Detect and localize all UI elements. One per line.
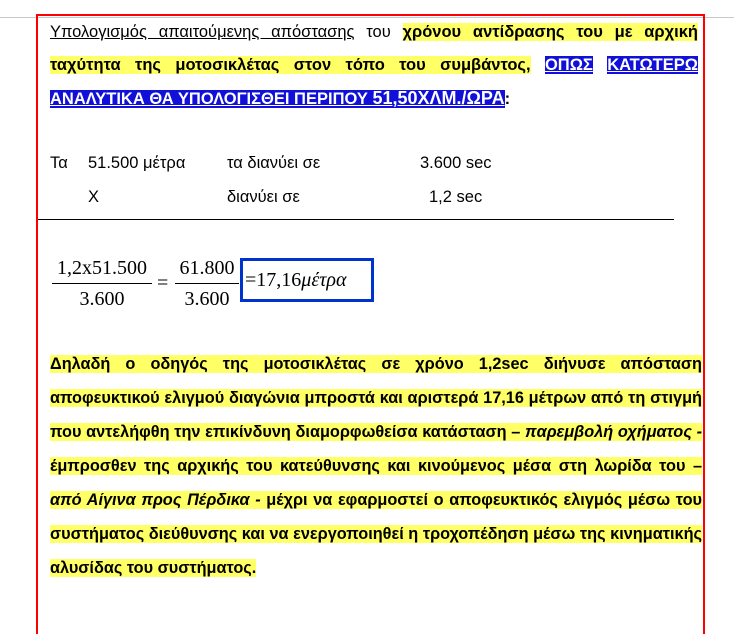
fraction-2	[175, 257, 239, 311]
result-unit: μέτρα	[301, 269, 347, 291]
fraction-2-bar	[175, 283, 239, 284]
heading-highlight-blue-1: ΟΠΩΣ	[544, 56, 593, 74]
fraction-1-denominator: 3.600	[79, 288, 125, 310]
fraction-1	[52, 257, 152, 311]
heading-underlined: Υπολογισμός απαιτούμενης απόστασης	[50, 23, 355, 41]
heading-colon: :	[504, 90, 511, 108]
formula-equals: =	[157, 272, 169, 294]
fraction-2-numerator: 61.800	[179, 257, 235, 279]
result-box	[240, 258, 374, 302]
conclusion-paragraph	[50, 347, 702, 585]
proportion-r1-c3: τα διανύει σε	[227, 154, 321, 172]
heading-plain: του	[354, 23, 403, 41]
proportion-r2-c3: διανύει σε	[227, 188, 300, 206]
heading-highlight-yellow: χρόνου αντίδρασης του με αρχική ταχύτητα της μοτοσικλέτας στον τόπο του συμβάντος,	[50, 23, 699, 74]
conclusion-part-3: μέχρι να εφαρμοστεί ο αποφευκτικός ελιγμός μέσω του συστήματος διεύθυνσης και να ενεργοποιηθεί η τροχοπέδηση μέσω της κινηματικής αλυσίδας του συστήματος.	[50, 491, 702, 577]
proportion-r2-c2: X	[88, 188, 100, 206]
proportion-divider	[38, 219, 674, 220]
fraction-1-bar	[52, 283, 152, 284]
conclusion-italic-1: παρεμβολή οχήματος -	[525, 423, 702, 441]
heading-paragraph	[50, 16, 698, 116]
result-value: =17,16	[245, 269, 302, 291]
conclusion-italic-2: από Αίγινα προς Πέρδικα -	[50, 491, 261, 509]
heading-blue-value: 51,50ΧΛΜ./ΩΡΑ	[372, 88, 505, 108]
proportion-r2-c4: 1,2 sec	[429, 188, 483, 206]
conclusion-highlight	[50, 355, 702, 577]
heading-blue-text: ΚΑΤΩΤΕΡΩ ΑΝΑΛΥΤΙΚΑ ΘΑ ΥΠΟΛΟΓΙΣΘΕΙ ΠΕΡΙΠΟΥ	[50, 56, 698, 108]
fraction-2-denominator: 3.600	[184, 288, 230, 310]
conclusion-part-1: Δηλαδή ο οδηγός της μοτοσικλέτας σε χρόνο 1,2sec διήνυσε απόσταση αποφευκτικού ελιγμού διαγώνια μπροστά και αριστερά 17,16 μέτρων από τη στιγμή που αντελήφθη την επικίνδυνη διαμορφωθείσα κατάσταση –	[50, 355, 702, 441]
fraction-1-numerator: 1,2x51.500	[57, 257, 147, 279]
proportion-r1-c1: Τα	[50, 154, 68, 172]
proportion-r1-c4: 3.600 sec	[420, 154, 492, 172]
conclusion-part-2: έμπροσθεν της αρχικής του κατεύθυνσης και κινούμενος μέσα στη λωρίδα του –	[50, 457, 702, 475]
proportion-r1-c2: 51.500 μέτρα	[88, 154, 186, 172]
